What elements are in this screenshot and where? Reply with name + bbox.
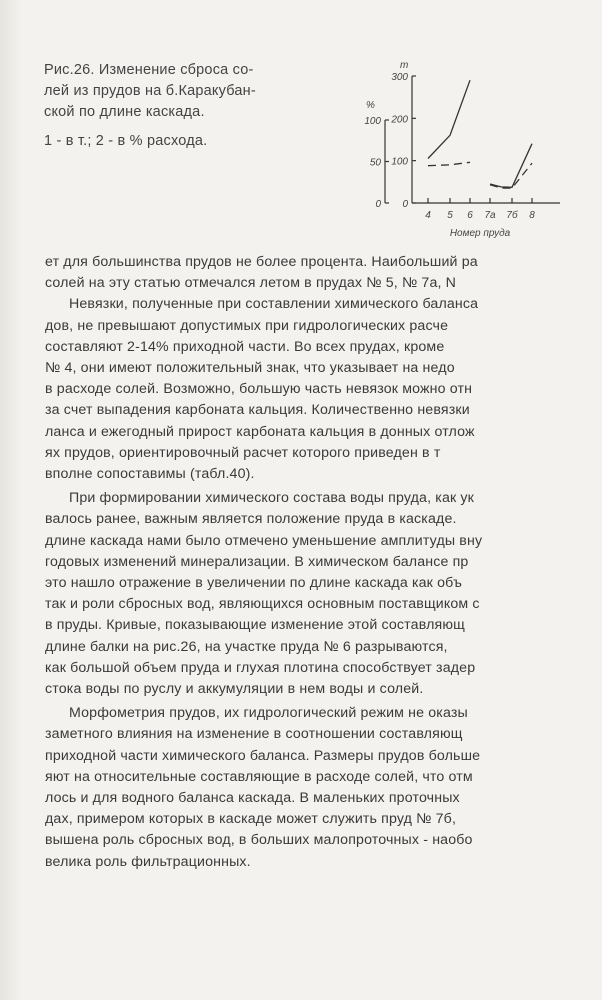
caption-line: Рис.26. Изменение сброса со- [44, 62, 254, 78]
series-1-line [490, 144, 532, 188]
percent-tick-label: 50 [369, 157, 381, 169]
text-line: Невязки, полученные при составлении химического баланса [69, 296, 479, 313]
body-text [45, 252, 557, 873]
caption-line: ской по длине каскада. [44, 104, 205, 120]
tonnes-tick-label: 300 [391, 72, 408, 83]
x-tick-label: 7а [484, 210, 496, 221]
text-line: ланса и ежегодный прирост карбоната кальция в донных отлож [45, 423, 475, 440]
text-line: длине каскада нами было отмечено уменьшение амплитуды вну [45, 532, 483, 549]
text-line: солей на эту статью отмечался летом в прудах № 5, № 7а, N [45, 275, 457, 292]
text-line: как большой объем пруда и глухая плотина способствует задер [45, 659, 476, 676]
percent-tick-label: 0 [375, 199, 381, 210]
text-line: Морфометрия прудов, их гидрологический режим не оказы [69, 705, 468, 722]
series-2-line [428, 162, 470, 165]
text-line: составляют 2-14% приходной части. Во всех прудах, кроме [45, 338, 445, 355]
text-line: № 4, они имеют положительный знак, что указывает на недо [45, 360, 455, 377]
text-line: ях прудов, ориентировочный расчет которого приведен в т [45, 444, 441, 461]
text-line: приходной части химического баланса. Размеры прудов больше [45, 747, 481, 764]
x-tick-label: 6 [467, 210, 473, 221]
tonnes-axis-label: т [400, 60, 409, 71]
text-line: длине балки на рис.26, на участке пруда № 6 разрываются, [45, 638, 448, 655]
x-tick-label: 7б [506, 210, 518, 221]
text-line: дов, не превышают допустимых при гидрологических расче [45, 317, 449, 334]
text-line: вполне сопоставимы (табл.40). [45, 466, 255, 483]
x-tick-label: 5 [447, 210, 453, 221]
x-tick-label: 8 [529, 210, 535, 221]
text-line: валось ранее, важным является положение пруда в каскаде. [45, 511, 457, 528]
percent-axis-label: % [366, 100, 375, 111]
text-line: ет для большинства прудов не более процента. Наибольший ра [45, 254, 478, 270]
x-tick-label: 4 [425, 210, 431, 221]
text-line: годовых изменений минерализации. В химическом балансе пр [45, 553, 469, 570]
percent-tick-label: 100 [364, 116, 381, 127]
caption-legend: 1 - в т.; 2 - в % расхода. [44, 133, 208, 149]
text-line: вышена роль сбросных вод, в больших малопроточных - наобо [45, 832, 473, 849]
text-line: в расходе солей. Возможно, большую часть невязок можно отн [45, 381, 473, 398]
figure-26-chart [340, 60, 602, 250]
text-line: это нашло отражение в увеличении по длине каскада как объ [45, 575, 462, 592]
text-line: стока воды по руслу и аккумуляции в нем воды и солей. [45, 681, 424, 698]
text-line: так и роли сбросных вод, являющихся основным поставщиком с [45, 596, 480, 613]
x-axis-label: Номер пруда [449, 228, 511, 239]
series-2-line [490, 163, 532, 188]
tonnes-tick-label: 100 [391, 156, 408, 168]
text-line: заметного влияния на изменение в соотношении составляющ [45, 726, 463, 743]
tonnes-tick-label: 200 [391, 114, 408, 126]
text-line: лось и для водного баланса каскада. В маленьких проточных [45, 790, 460, 807]
text-line: в пруды. Кривые, показывающие изменение этой составляющ [45, 617, 465, 634]
figure-caption [44, 60, 256, 152]
text-line: При формировании химического состава воды пруда, как ук [69, 490, 475, 507]
text-line: за счет выпадения карбоната кальция. Количественно невязки [45, 402, 470, 419]
text-line: яют на относительные составляющие в расходе солей, что отм [45, 768, 473, 785]
text-line: велика роль фильтрационных. [45, 853, 251, 870]
text-line: дах, примером которых в каскаде может служить пруд № 7б, [45, 811, 457, 828]
series-1-line [428, 80, 470, 158]
tonnes-tick-label: 0 [402, 199, 408, 210]
caption-line: лей из прудов на б.Каракубан- [44, 83, 256, 99]
scan-edge-shadow [0, 0, 22, 1000]
